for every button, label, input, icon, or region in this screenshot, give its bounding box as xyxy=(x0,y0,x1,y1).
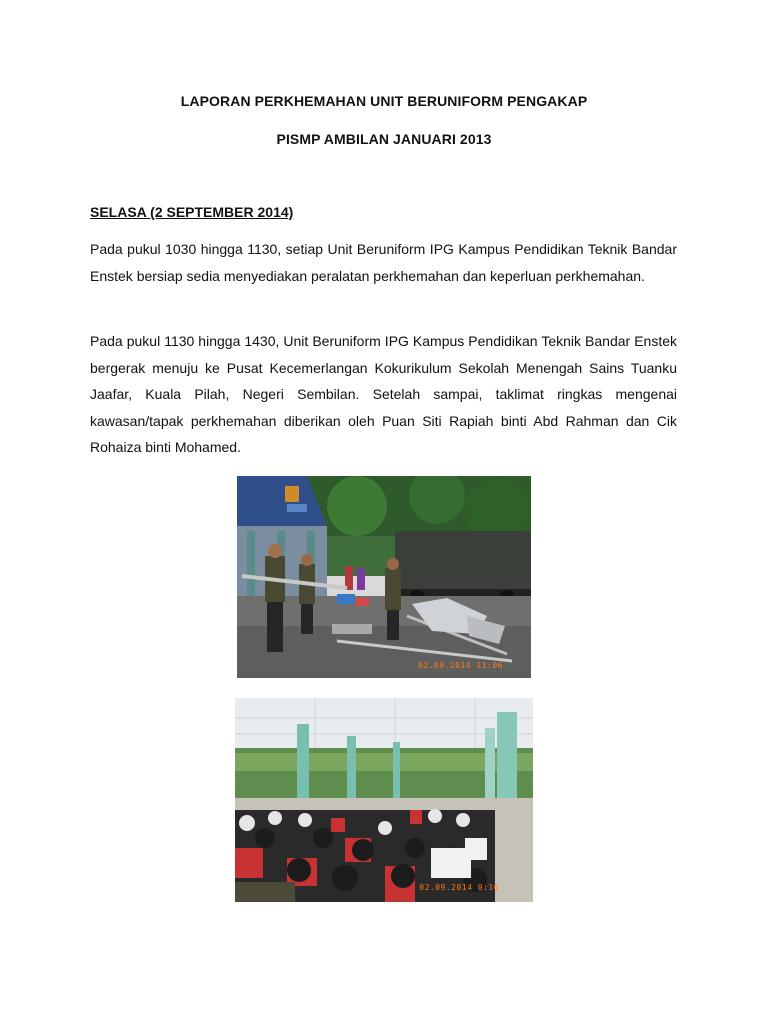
paragraph-preparation: Pada pukul 1030 hingga 1130, setiap Unit Beruniform IPG Kampus Pendidikan Teknik Bandar Enstek bersiap sedia menyediakan peralatan perkhemahan dan keperluan perkhemahan. xyxy=(90,241,677,284)
photo-briefing-session xyxy=(235,698,533,902)
photo-equipment-preparation xyxy=(237,476,531,678)
photo-date-stamp: 02.09.2014 11:06 xyxy=(417,661,503,670)
photo-date-stamp: 02.09.2014 0:16 xyxy=(419,883,499,892)
document-title: LAPORAN PERKHEMAHAN UNIT BERUNIFORM PENGAKAP xyxy=(180,93,588,109)
section-heading-date: SELASA (2 SEPTEMBER 2014) xyxy=(90,204,294,220)
document-subtitle: PISMP AMBILAN JANUARI 2013 xyxy=(276,131,492,147)
paragraph-journey: Pada pukul 1130 hingga 1430, Unit Beruniform IPG Kampus Pendidikan Teknik Bandar Enstek bergerak menuju ke Pusat Kecemerlangan Kokurikulum Sekolah Menengah Sains Tuanku Jaafar, Kuala Pilah, Negeri Sembilan. Setelah sampai, taklimat ringkas mengenai kawasan/tapak perkhemahan diberikan oleh Puan Siti Rapiah binti Abd Rahman dan Cik Rohaiza binti Mohamed. xyxy=(90,333,677,455)
